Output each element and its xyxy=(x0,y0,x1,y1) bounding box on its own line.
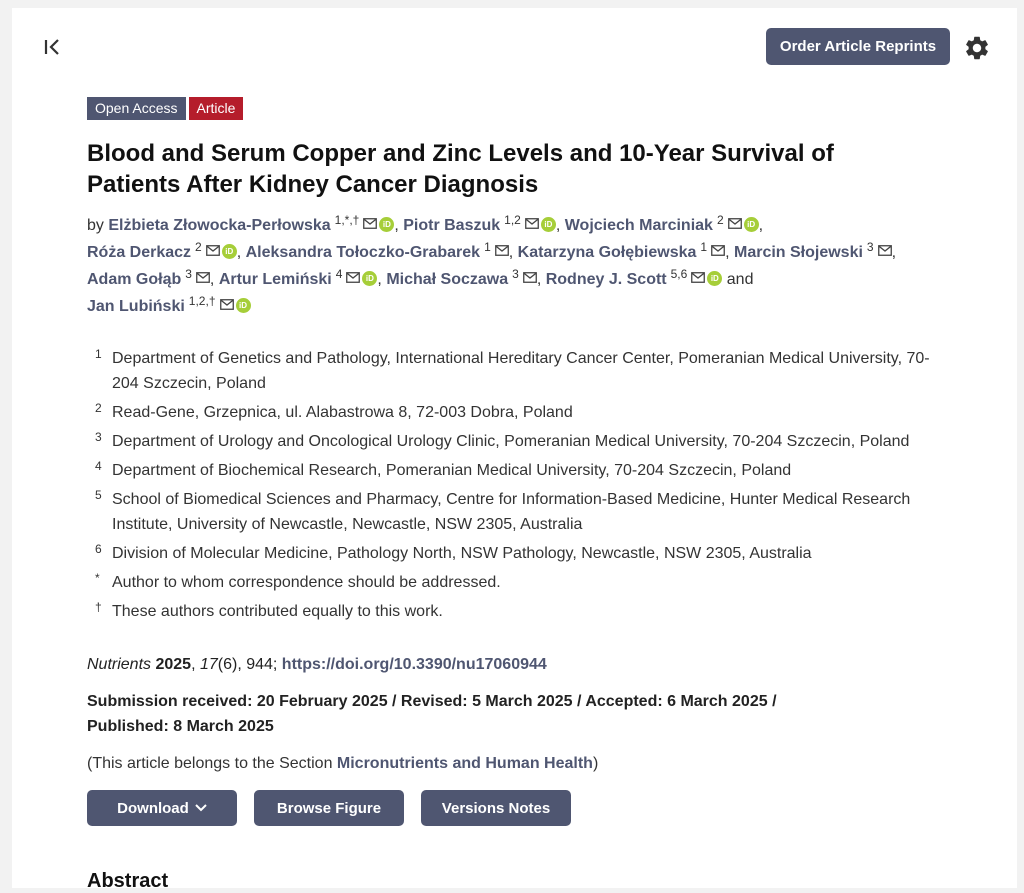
open-access-badge[interactable]: Open Access xyxy=(87,97,186,120)
orcid-icon[interactable]: iD xyxy=(236,298,251,313)
mail-icon[interactable] xyxy=(711,239,725,250)
affiliation-text: Department of Biochemical Research, Pomeranian Medical University, 70-204 Szczecin, Poland xyxy=(112,462,792,479)
article-header xyxy=(87,97,947,826)
author-name[interactable]: Wojciech Marciniak xyxy=(564,217,713,234)
versions-notes-button[interactable]: Versions Notes xyxy=(421,790,571,826)
journal-name[interactable]: Nutrients xyxy=(87,656,152,673)
author-affiliation-sup: 2 xyxy=(716,213,724,227)
mail-icon[interactable] xyxy=(878,239,892,250)
author-name[interactable]: Piotr Baszuk xyxy=(403,217,501,234)
mail-icon[interactable] xyxy=(523,266,537,277)
orcid-icon[interactable]: iD xyxy=(362,271,377,286)
download-label: Download xyxy=(117,799,189,817)
mail-icon[interactable] xyxy=(346,266,360,277)
mail-icon[interactable] xyxy=(220,293,234,304)
by-label: by xyxy=(87,217,104,234)
affiliation-item xyxy=(95,599,947,624)
affiliation-number: † xyxy=(95,600,102,614)
author-affiliation-sup: 1,*,† xyxy=(334,213,360,227)
author-name[interactable]: Adam Gołąb xyxy=(87,271,182,288)
orcid-icon[interactable]: iD xyxy=(541,217,556,232)
orcid-icon[interactable]: iD xyxy=(707,271,722,286)
section-note xyxy=(87,751,947,776)
citation: Nutrients 2025, 17(6), 944; https://doi.org/10.3390/nu17060944 xyxy=(87,656,547,673)
mail-icon[interactable] xyxy=(495,239,509,250)
affiliation-text: School of Biomedical Sciences and Pharmacy, Centre for Information-Based Medicine, Hunter Medical Research Institute, University of Newcastle, Newcastle, NSW 2305, Australia xyxy=(112,491,911,533)
author-name[interactable]: Marcin Słojewski xyxy=(733,244,863,261)
abstract-heading: Abstract xyxy=(87,870,169,892)
order-reprints-button[interactable]: Order Article Reprints xyxy=(766,28,950,65)
orcid-icon[interactable]: iD xyxy=(379,217,394,232)
affiliation-number: 2 xyxy=(95,401,102,415)
action-buttons xyxy=(87,790,947,826)
affiliation-text: Author to whom correspondence should be addressed. xyxy=(112,574,501,591)
affiliation-item xyxy=(95,570,947,595)
mail-icon[interactable] xyxy=(196,266,210,277)
author-affiliation-sup: 1,2,† xyxy=(188,294,216,308)
citation-volume: 17 xyxy=(199,656,218,673)
affiliation-number: * xyxy=(95,571,100,585)
affiliation-item xyxy=(95,429,947,454)
author-name[interactable]: Michał Soczawa xyxy=(386,271,509,288)
author-name[interactable]: Elżbieta Złowocka-Perłowska xyxy=(108,217,331,234)
publication-dates: Submission received: 20 February 2025 / Revised: 5 March 2025 / Accepted: 6 March 2025 / Published: 8 March 2025 xyxy=(87,693,777,735)
affiliation-text: Division of Molecular Medicine, Pathology North, NSW Pathology, Newcastle, NSW 2305, Australia xyxy=(112,545,812,562)
affiliation-number: 5 xyxy=(95,488,102,502)
mail-icon[interactable] xyxy=(206,239,220,250)
author-list: by Elżbieta Złowocka-Perłowska $^{1,*,\dagger}$ iD , Piotr Baszuk $^{1,2}$ iD , Wojciech Marciniak $^2$ iD , Róża Derkacz $^2$ iD , Aleksandra Tołoczko-Grabarek $^1$ , Katarzyna Gołębiewska $^1$ , Marcin Słojewski $^3$ , Adam Gołąb $^3$ , Artur Lemiński $^4$ iD , Michał Soczawa $^3$ , Rodney J. Scott $^{5,6}$ iD and Jan Lubiński $^{1,2,\dagger}$ iD xyxy=(87,213,897,315)
and-label: and xyxy=(726,271,754,288)
affiliation-number: 1 xyxy=(95,347,102,361)
mail-icon[interactable] xyxy=(728,212,742,223)
citation-year: 2025 xyxy=(155,656,192,673)
mail-icon[interactable] xyxy=(691,266,705,277)
affiliation-text: Read-Gene, Grzepnica, ul. Alabastrowa 8, 72-003 Dobra, Poland xyxy=(112,404,573,421)
affiliation-number: 4 xyxy=(95,459,102,473)
affiliation-number: 6 xyxy=(95,542,102,556)
download-button[interactable] xyxy=(87,790,237,826)
author-name[interactable]: Róża Derkacz xyxy=(87,244,192,261)
author-affiliation-sup: 5,6 xyxy=(670,267,688,281)
author-name[interactable]: Rodney J. Scott xyxy=(545,271,667,288)
affiliation-item xyxy=(95,346,947,396)
author-affiliation-sup: 3 xyxy=(185,267,192,281)
doi-link[interactable]: https://doi.org/10.3390/nu17060944 xyxy=(281,656,547,673)
author-affiliation-sup: 1 xyxy=(484,240,491,254)
affiliation-item xyxy=(95,487,947,537)
collapse-left-icon[interactable] xyxy=(42,36,64,58)
author-name[interactable]: Katarzyna Gołębiewska xyxy=(517,244,697,261)
section-prefix: (This article belongs to the Section xyxy=(87,755,337,772)
affiliation-number: 3 xyxy=(95,430,102,444)
author-affiliation-sup: 3 xyxy=(866,240,874,254)
badge-row xyxy=(87,97,947,120)
chevron-down-icon xyxy=(195,804,207,812)
author-affiliation-sup: 4 xyxy=(335,267,343,281)
author-affiliation-sup: 1 xyxy=(700,240,708,254)
orcid-icon[interactable]: iD xyxy=(222,244,237,259)
affiliation-text: Department of Urology and Oncological Urology Clinic, Pomeranian Medical University, 70-204 Szczecin, Poland xyxy=(112,433,910,450)
author-affiliation-sup: 3 xyxy=(512,267,519,281)
orcid-icon[interactable]: iD xyxy=(744,217,759,232)
affiliation-item xyxy=(95,458,947,483)
mail-icon[interactable] xyxy=(525,212,539,223)
section-link[interactable]: Micronutrients and Human Health xyxy=(336,755,593,772)
affiliation-text: Department of Genetics and Pathology, International Hereditary Cancer Center, Pomeranian Medical University, 70-204 Szczecin, Poland xyxy=(112,350,930,392)
author-name[interactable]: Artur Lemiński xyxy=(218,271,332,288)
author-affiliation-sup: 1,2 xyxy=(504,213,521,227)
citation-issue-pages: (6), 944; xyxy=(217,656,282,673)
author-affiliation-sup: 2 xyxy=(195,240,202,254)
section-suffix: ) xyxy=(592,755,599,772)
mail-icon[interactable] xyxy=(363,212,377,223)
gear-icon[interactable] xyxy=(963,34,991,62)
affiliation-list xyxy=(87,346,947,624)
author-name[interactable]: Jan Lubiński xyxy=(87,298,185,315)
affiliation-item xyxy=(95,541,947,566)
article-title: Blood and Serum Copper and Zinc Levels and 10-Year Survival of Patients After Kidney Cancer Diagnosis xyxy=(87,140,834,198)
article-card xyxy=(12,8,1017,892)
affiliation-item xyxy=(95,400,947,425)
article-type-badge: Article xyxy=(189,97,244,120)
affiliation-text: These authors contributed equally to this work. xyxy=(112,603,443,620)
author-name[interactable]: Aleksandra Tołoczko-Grabarek xyxy=(245,244,481,261)
browse-figure-button[interactable]: Browse Figure xyxy=(254,790,404,826)
